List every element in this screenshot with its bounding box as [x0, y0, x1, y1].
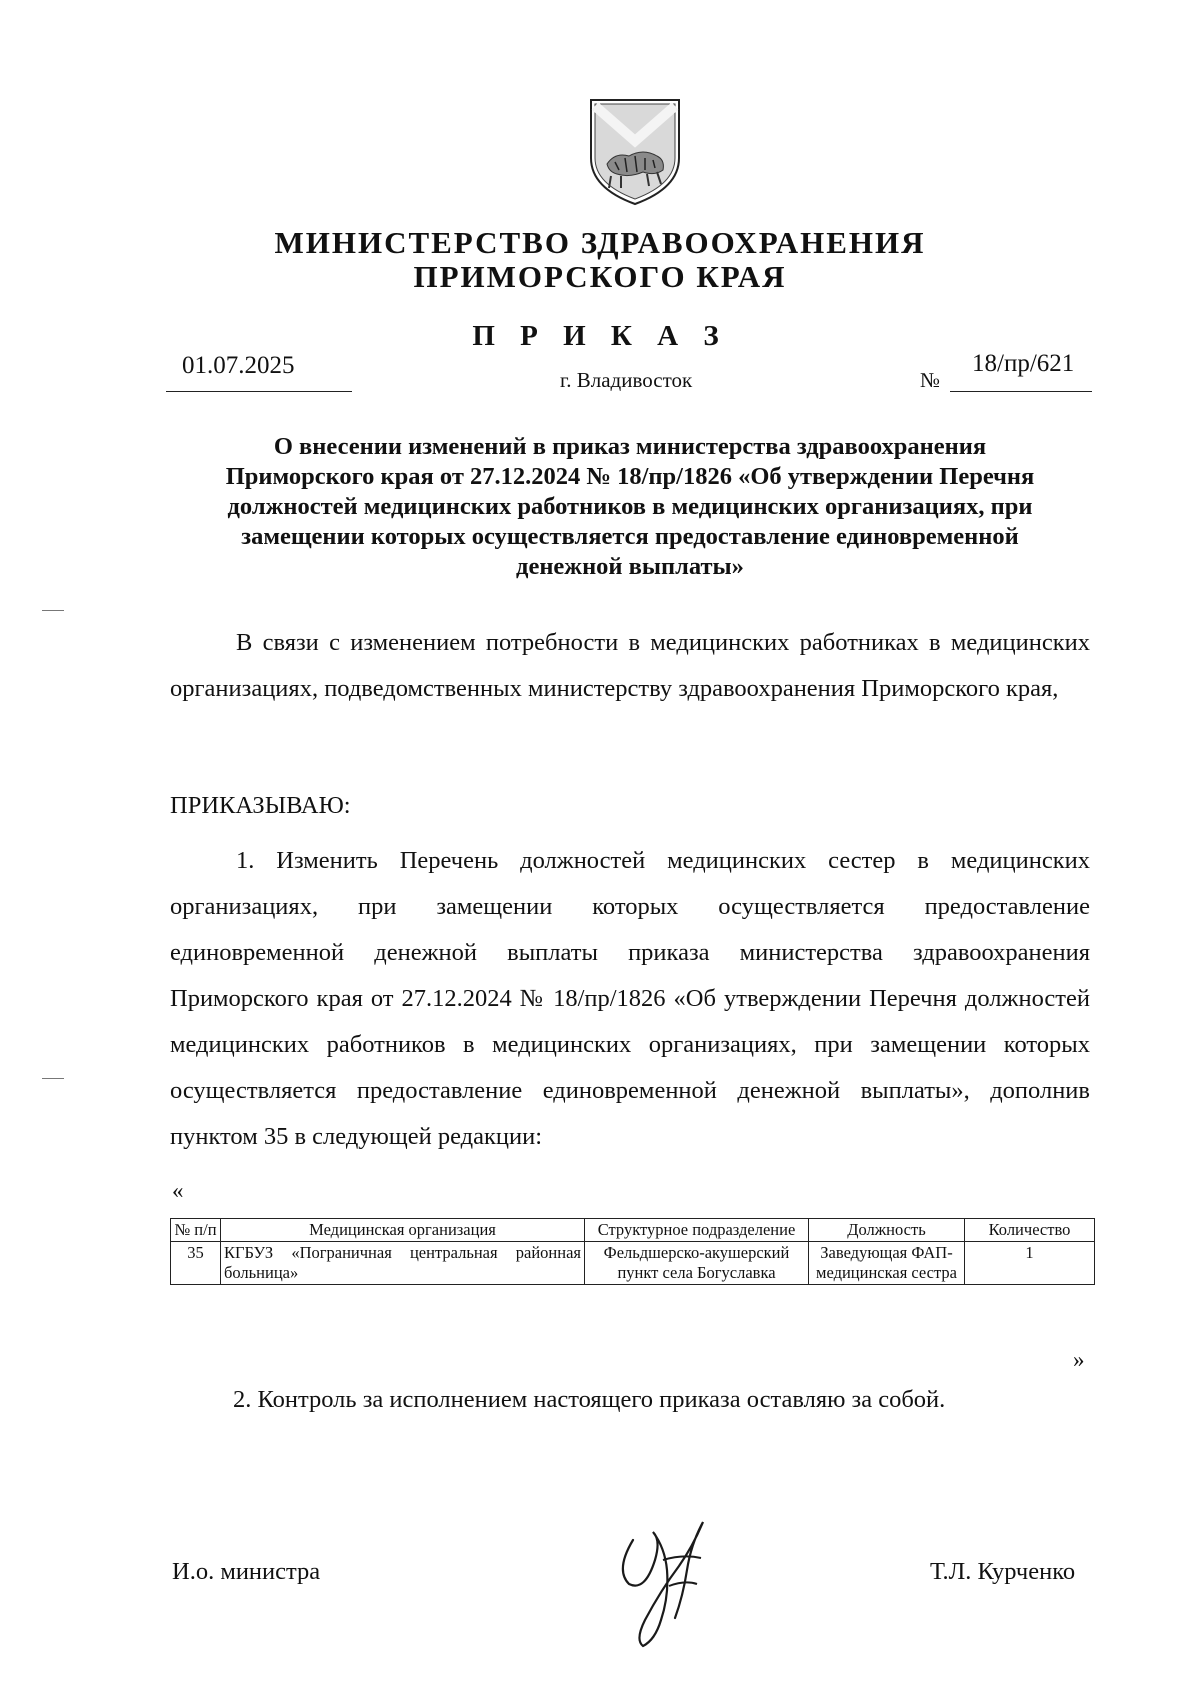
cell-num: 35 [171, 1242, 221, 1285]
item-2-text: 2. Контроль за исполнением настоящего приказа оставляю за собой. [233, 1386, 946, 1413]
cell-unit: Фельдшерско-акушерский пункт села Богуславка [585, 1242, 809, 1285]
header-org: Медицинская организация [221, 1219, 585, 1242]
subject-line-2: Приморского края от 27.12.2024 № 18/пр/1826 «Об утверждении Перечня [225, 463, 1035, 490]
cell-position: Заведующая ФАП-медицинская сестра [809, 1242, 965, 1285]
number-sign: № [920, 368, 941, 392]
cell-qty: 1 [965, 1242, 1095, 1285]
document-type-title: П Р И К А З [472, 320, 728, 352]
item-1-text: 1. Изменить Перечень должностей медицинских сестер в медицинских организациях, при замещении которых осуществляется предоставление единовременной денежной выплаты приказа министерства здравоохранения Приморского края от 27.12.2024 № 18/пр/1826 «Об утверждении Перечня должностей медицинских работников в медицинских организациях, при замещении которых осуществляется предоставление единовременной денежной выплаты», дополнив пунктом 35 в следующей редакции: [170, 847, 1090, 1150]
quote-open: « [172, 1178, 184, 1203]
number-underline [950, 391, 1092, 392]
preamble-text: В связи с изменением потребности в медицинских работниках в медицинских организациях, подведомственных министерству здравоохранения Приморского края, [170, 629, 1090, 702]
order-date: 01.07.2025 [182, 352, 295, 379]
quote-close: » [1073, 1347, 1085, 1372]
header-qty: Количество [965, 1219, 1095, 1242]
order-number: 18/пр/621 [972, 350, 1075, 377]
header-unit: Структурное подразделение [585, 1219, 809, 1242]
cell-org: КГБУЗ «Пограничная центральная районная больница» [221, 1242, 585, 1285]
signer-title: И.о. министра [172, 1558, 321, 1585]
preamble-paragraph [170, 620, 1090, 712]
item-1-paragraph [170, 838, 1090, 1160]
ministry-line-1: МИНИСТЕРСТВО ЗДРАВООХРАНЕНИЯ [274, 225, 926, 260]
date-underline [166, 391, 352, 392]
ministry-line-2: ПРИМОРСКОГО КРАЯ [413, 259, 787, 294]
coat-of-arms-emblem [585, 96, 685, 208]
positions-table [170, 1218, 1095, 1285]
order-city: г. Владивосток [560, 368, 693, 392]
signer-name: Т.Л. Курченко [930, 1558, 1076, 1585]
order-word: ПРИКАЗЫВАЮ: [170, 792, 351, 819]
scan-mark [42, 610, 64, 611]
table-header-row [171, 1219, 1095, 1242]
order-subject [170, 432, 1090, 582]
subject-line-1: О внесении изменений в приказ министерства здравоохранения [273, 433, 987, 460]
ministry-name [0, 226, 1200, 294]
handwritten-signature [605, 1500, 715, 1650]
header-num: № п/п [171, 1219, 221, 1242]
subject-line-5: денежной выплаты» [516, 553, 744, 580]
subject-line-4: замещении которых осуществляется предоставление единовременной [241, 523, 1019, 550]
scan-mark [42, 1078, 64, 1079]
header-position: Должность [809, 1219, 965, 1242]
subject-line-3: должностей медицинских работников в медицинских организациях, при [227, 493, 1033, 520]
table-row [171, 1242, 1095, 1285]
